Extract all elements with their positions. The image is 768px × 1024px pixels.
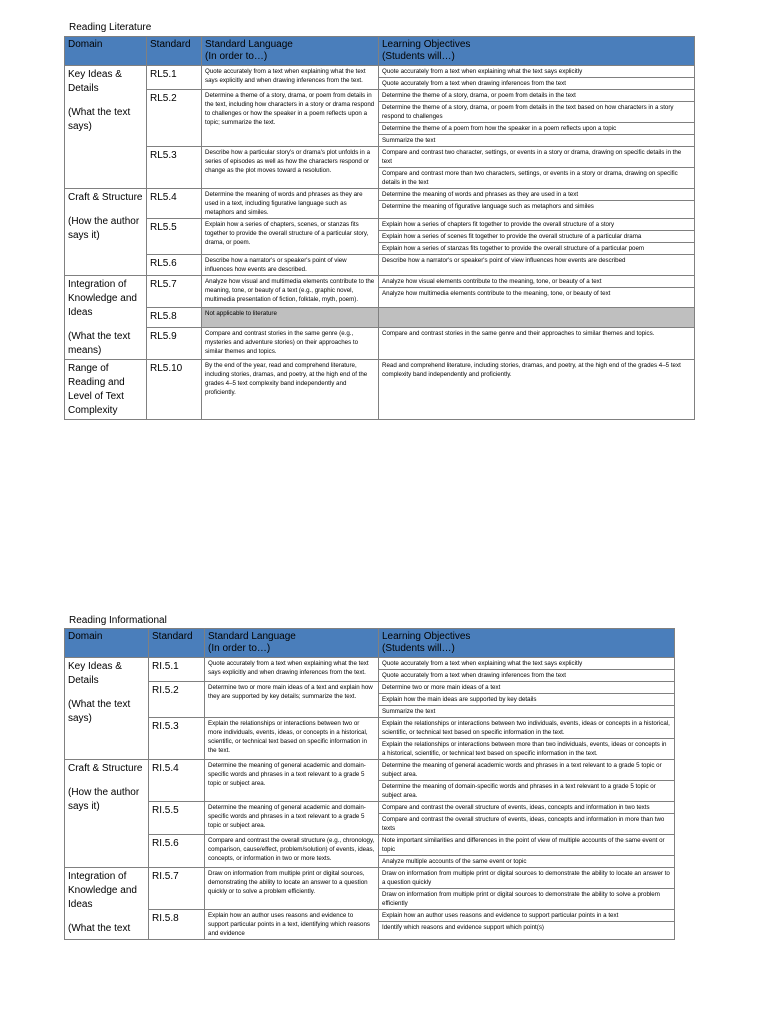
standard-language: Analyze how visual and multimedia elements contribute to the meaning, tone, or beauty of a text (e.g., graphic novel, multimedia presentation of fiction, folktale, myth, poem). [202, 276, 379, 308]
header-learning-objectives [379, 37, 695, 66]
learning-objectives-cell [379, 66, 695, 90]
domain-note: (What the text says) [68, 107, 131, 132]
learning-objectives-cell [379, 682, 675, 718]
table-row [65, 718, 675, 760]
learning-objective: Explain the relationships or interactions between more than two individuals, events, ideas or concepts in a historical, scientific, or technical text based on specific information in the text. [382, 741, 667, 757]
header-standard-language-label: Standard Language [208, 631, 296, 642]
learning-objective: Quote accurately from a text when drawing inferences from the text [382, 80, 566, 87]
standard-code: RL5.1 [147, 66, 202, 90]
learning-objective: Note important similarities and differences in the point of view of multiple accounts of the same event or topic [379, 835, 674, 856]
learning-objective: Summarize the text [382, 708, 436, 715]
table-row [65, 189, 695, 219]
table-row [65, 868, 675, 910]
domain-name: Key Ideas & Details [68, 69, 122, 94]
learning-objective [379, 308, 694, 318]
standard-code: RI.5.5 [149, 802, 205, 835]
header-learning-objectives [379, 629, 675, 658]
header-learning-objectives-sub: (Students will…) [382, 51, 455, 62]
learning-objective: Describe how a narrator's or speaker's point of view influences how events are described [382, 257, 626, 264]
learning-objective: Explain how a series of scenes fit together to provide the overall structure of a particular drama [379, 231, 694, 243]
learning-objectives-cell [379, 189, 695, 219]
standard-code: RL5.2 [147, 90, 202, 147]
learning-objective: Explain how a series of stanzas fits together to provide the overall structure of a particular poem [382, 245, 645, 252]
learning-objective: Quote accurately from a text when explaining what the text says explicitly [379, 658, 674, 670]
learning-objective: Draw on information from multiple print or digital sources to demonstrate the ability to solve a problem efficiently [382, 891, 660, 907]
header-learning-objectives-label: Learning Objectives [382, 631, 471, 642]
table-row [65, 327, 695, 359]
standard-code: RI.5.8 [149, 910, 205, 940]
domain-cell [65, 868, 149, 940]
learning-objective: Determine the meaning of domain-specific words and phrases in a text relevant to a grade 5 topic or subject area. [382, 783, 656, 799]
learning-objectives-cell [379, 147, 695, 189]
table-header-row [65, 629, 675, 658]
standard-language: Quote accurately from a text when explaining what the text says explicitly and when drawing inferences from the text. [205, 658, 379, 682]
standard-code: RI.5.6 [149, 835, 205, 868]
domain-cell [65, 760, 149, 868]
standard-language: Determine the meaning of general academic and domain-specific words and phrases in a text relevant to a grade 5 topic or subject area. [205, 760, 379, 802]
domain-name: Integration of Knowledge and Ideas [68, 279, 137, 318]
domain-cell [65, 276, 147, 360]
standard-language: Not applicable to literature [202, 308, 379, 327]
header-learning-objectives-sub: (Students will…) [382, 643, 455, 654]
learning-objective: Explain how the main ideas are supported by key details [379, 694, 674, 706]
standard-code: RL5.8 [147, 308, 202, 327]
learning-objectives-cell [379, 90, 695, 147]
standard-code: RI.5.2 [149, 682, 205, 718]
learning-objectives-cell [379, 308, 695, 327]
domain-note: (How the author says it) [68, 787, 140, 812]
standard-code: RL5.6 [147, 255, 202, 276]
learning-objective: Determine the theme of a story, drama, or poem from details in the text [379, 90, 694, 102]
learning-objectives-cell [379, 276, 695, 308]
table-row [65, 308, 695, 327]
learning-objective: Determine two or more main ideas of a text [379, 682, 674, 694]
table-row [65, 360, 695, 420]
learning-objective: Determine the meaning of general academic words and phrases in a text relevant to a grade 5 topic or subject area. [379, 760, 674, 781]
section-title-reading-literature: Reading Literature [69, 22, 152, 33]
learning-objective: Compare and contrast the overall structure of events, ideas, concepts and information in two texts [379, 802, 674, 814]
standard-language: Determine a theme of a story, drama, or poem from details in the text, including how characters in a story or drama respond to challenges or how the speaker in a poem reflects upon a topic; summarize the text. [202, 90, 379, 147]
domain-cell [65, 66, 147, 189]
header-learning-objectives-label: Learning Objectives [382, 39, 471, 50]
standard-language: By the end of the year, read and comprehend literature, including stories, dramas, and poetry, at the high end of the grades 4–5 text complexity band independently and proficiently. [202, 360, 379, 420]
reading-informational-body [65, 658, 675, 940]
table-row [65, 255, 695, 276]
reading-literature-table [64, 36, 695, 420]
learning-objective: Draw on information from multiple print or digital sources to demonstrate the ability to locate an answer to a question quickly [379, 868, 674, 889]
standard-code: RL5.5 [147, 219, 202, 255]
standard-language: Describe how a particular story's or drama's plot unfolds in a series of episodes as well as how the characters respond or change as the plot moves toward a resolution. [202, 147, 379, 189]
standard-code: RI.5.4 [149, 760, 205, 802]
domain-name: Range of Reading and Level of Text Complexity [68, 363, 125, 416]
domain-note: (What the text says) [68, 699, 131, 724]
standard-language: Determine two or more main ideas of a text and explain how they are supported by key details; summarize the text. [205, 682, 379, 718]
standard-language: Draw on information from multiple print or digital sources, demonstrating the ability to locate an answer to a question quickly or to solve a problem efficiently. [205, 868, 379, 910]
standard-language: Quote accurately from a text when explaining what the text says explicitly and when drawing inferences from the text. [202, 66, 379, 90]
learning-objectives-cell [379, 835, 675, 868]
table-row [65, 802, 675, 835]
standard-code: RL5.10 [147, 360, 202, 420]
learning-objective: Analyze multiple accounts of the same event or topic [382, 858, 527, 865]
standard-code: RL5.3 [147, 147, 202, 189]
domain-name: Integration of Knowledge and Ideas [68, 871, 137, 910]
learning-objective: Compare and contrast two character, settings, or events in a story or drama, drawing on specific details in the text [379, 147, 694, 168]
domain-note: (What the text means) [68, 331, 131, 356]
table-row [65, 835, 675, 868]
table-row [65, 66, 695, 90]
learning-objective: Summarize the text [382, 137, 436, 144]
learning-objective: Identify which reasons and evidence support which point(s) [382, 924, 544, 931]
learning-objectives-cell [379, 910, 675, 940]
learning-objective: Read and comprehend literature, including stories, dramas, and poetry, at the high end of the grades 4–5 text complexity band independently and proficiently. [382, 362, 681, 378]
learning-objective: Compare and contrast the overall structure of events, ideas, concepts and information in more than two texts [382, 816, 665, 832]
domain-cell [65, 189, 147, 276]
domain-name: Key Ideas & Details [68, 661, 122, 686]
table-row [65, 219, 695, 255]
header-standard-language [205, 629, 379, 658]
learning-objective: Determine the theme of a story, drama, or poem from details in the text based on how characters in a story respond to challenges [379, 102, 694, 123]
domain-cell [65, 658, 149, 760]
table-header-row [65, 37, 695, 66]
header-standard-language-sub: (In order to…) [205, 51, 268, 62]
standard-language: Determine the meaning of general academic and domain-specific words and phrases in a text relevant to a grade 5 topic or subject area. [205, 802, 379, 835]
domain-cell [65, 360, 147, 420]
learning-objective: Quote accurately from a text when drawing inferences from the text [382, 672, 566, 679]
learning-objective: Determine the meaning of words and phrases as they are used in a text [379, 189, 694, 201]
table-row [65, 760, 675, 802]
domain-note: (How the author says it) [68, 216, 140, 241]
domain-name: Craft & Structure [68, 192, 143, 203]
learning-objective: Explain the relationships or interactions between two individuals, events, ideas or concepts in a historical, scientific, or technical text based on specific information in the text. [379, 718, 674, 739]
table-row [65, 90, 695, 147]
learning-objectives-cell [379, 718, 675, 760]
standard-code: RL5.9 [147, 327, 202, 359]
learning-objective: Determine the meaning of figurative language such as metaphors and similes [382, 203, 594, 210]
standard-code: RI.5.1 [149, 658, 205, 682]
learning-objectives-cell [379, 255, 695, 276]
header-standard-language [202, 37, 379, 66]
standard-language: Explain how an author uses reasons and evidence to support particular points in a text, identifying which reasons and evidence [205, 910, 379, 940]
learning-objective: Explain how an author uses reasons and evidence to support particular points in a text [379, 910, 674, 922]
table-row [65, 682, 675, 718]
learning-objectives-cell [379, 802, 675, 835]
learning-objectives-cell [379, 658, 675, 682]
reading-literature-body [65, 66, 695, 420]
learning-objective: Quote accurately from a text when explaining what the text says explicitly [379, 66, 694, 78]
standard-code: RL5.7 [147, 276, 202, 308]
learning-objectives-cell [379, 360, 695, 420]
header-domain: Domain [65, 37, 147, 66]
standard-language: Explain how a series of chapters, scenes, or stanzas fits together to provide the overall structure of a particular story, drama, or poem. [202, 219, 379, 255]
learning-objectives-cell [379, 327, 695, 359]
standard-language: Explain the relationships or interactions between two or more individuals, events, ideas, or concepts in a historical, scientific, or technical text based on specific information in the text. [205, 718, 379, 760]
table-row [65, 147, 695, 189]
learning-objectives-cell [379, 760, 675, 802]
standard-language: Compare and contrast stories in the same genre (e.g., mysteries and adventure stories) on their approaches to similar themes and topics. [202, 327, 379, 359]
domain-name: Craft & Structure [68, 763, 143, 774]
reading-informational-table [64, 628, 675, 940]
learning-objective: Compare and contrast more than two characters, settings, or events in a story or drama, drawing on specific details in the text [382, 170, 678, 186]
header-standard: Standard [147, 37, 202, 66]
header-standard-language-label: Standard Language [205, 39, 293, 50]
table-row [65, 276, 695, 308]
standard-language: Determine the meaning of words and phrases as they are used in a text, including figurative language such as metaphors and similes. [202, 189, 379, 219]
learning-objective: Explain how a series of chapters fit together to provide the overall structure of a story [379, 219, 694, 231]
learning-objectives-cell [379, 219, 695, 255]
learning-objectives-cell [379, 868, 675, 910]
domain-note: (What the text [68, 923, 131, 934]
table-row [65, 910, 675, 940]
learning-objective: Compare and contrast stories in the same genre and their approaches to similar themes and topics. [382, 329, 655, 337]
header-domain: Domain [65, 629, 149, 658]
section-title-reading-informational: Reading Informational [69, 615, 167, 626]
standard-code: RI.5.3 [149, 718, 205, 760]
standard-language: Compare and contrast the overall structure (e.g., chronology, comparison, cause/effect, problem/solution) of events, ideas, concepts, or information in two or more texts. [205, 835, 379, 868]
header-standard-language-sub: (In order to…) [208, 643, 271, 654]
standard-code: RI.5.7 [149, 868, 205, 910]
learning-objective: Analyze how visual elements contribute to the meaning, tone, or beauty of a text [379, 276, 694, 288]
learning-objective: Determine the theme of a poem from how the speaker in a poem reflects upon a topic [379, 123, 694, 135]
header-standard: Standard [149, 629, 205, 658]
standard-language: Describe how a narrator's or speaker's point of view influences how events are described. [202, 255, 379, 276]
standard-code: RL5.4 [147, 189, 202, 219]
table-row [65, 658, 675, 682]
learning-objective: Analyze how multimedia elements contribute to the meaning, tone, or beauty of text [382, 290, 611, 297]
